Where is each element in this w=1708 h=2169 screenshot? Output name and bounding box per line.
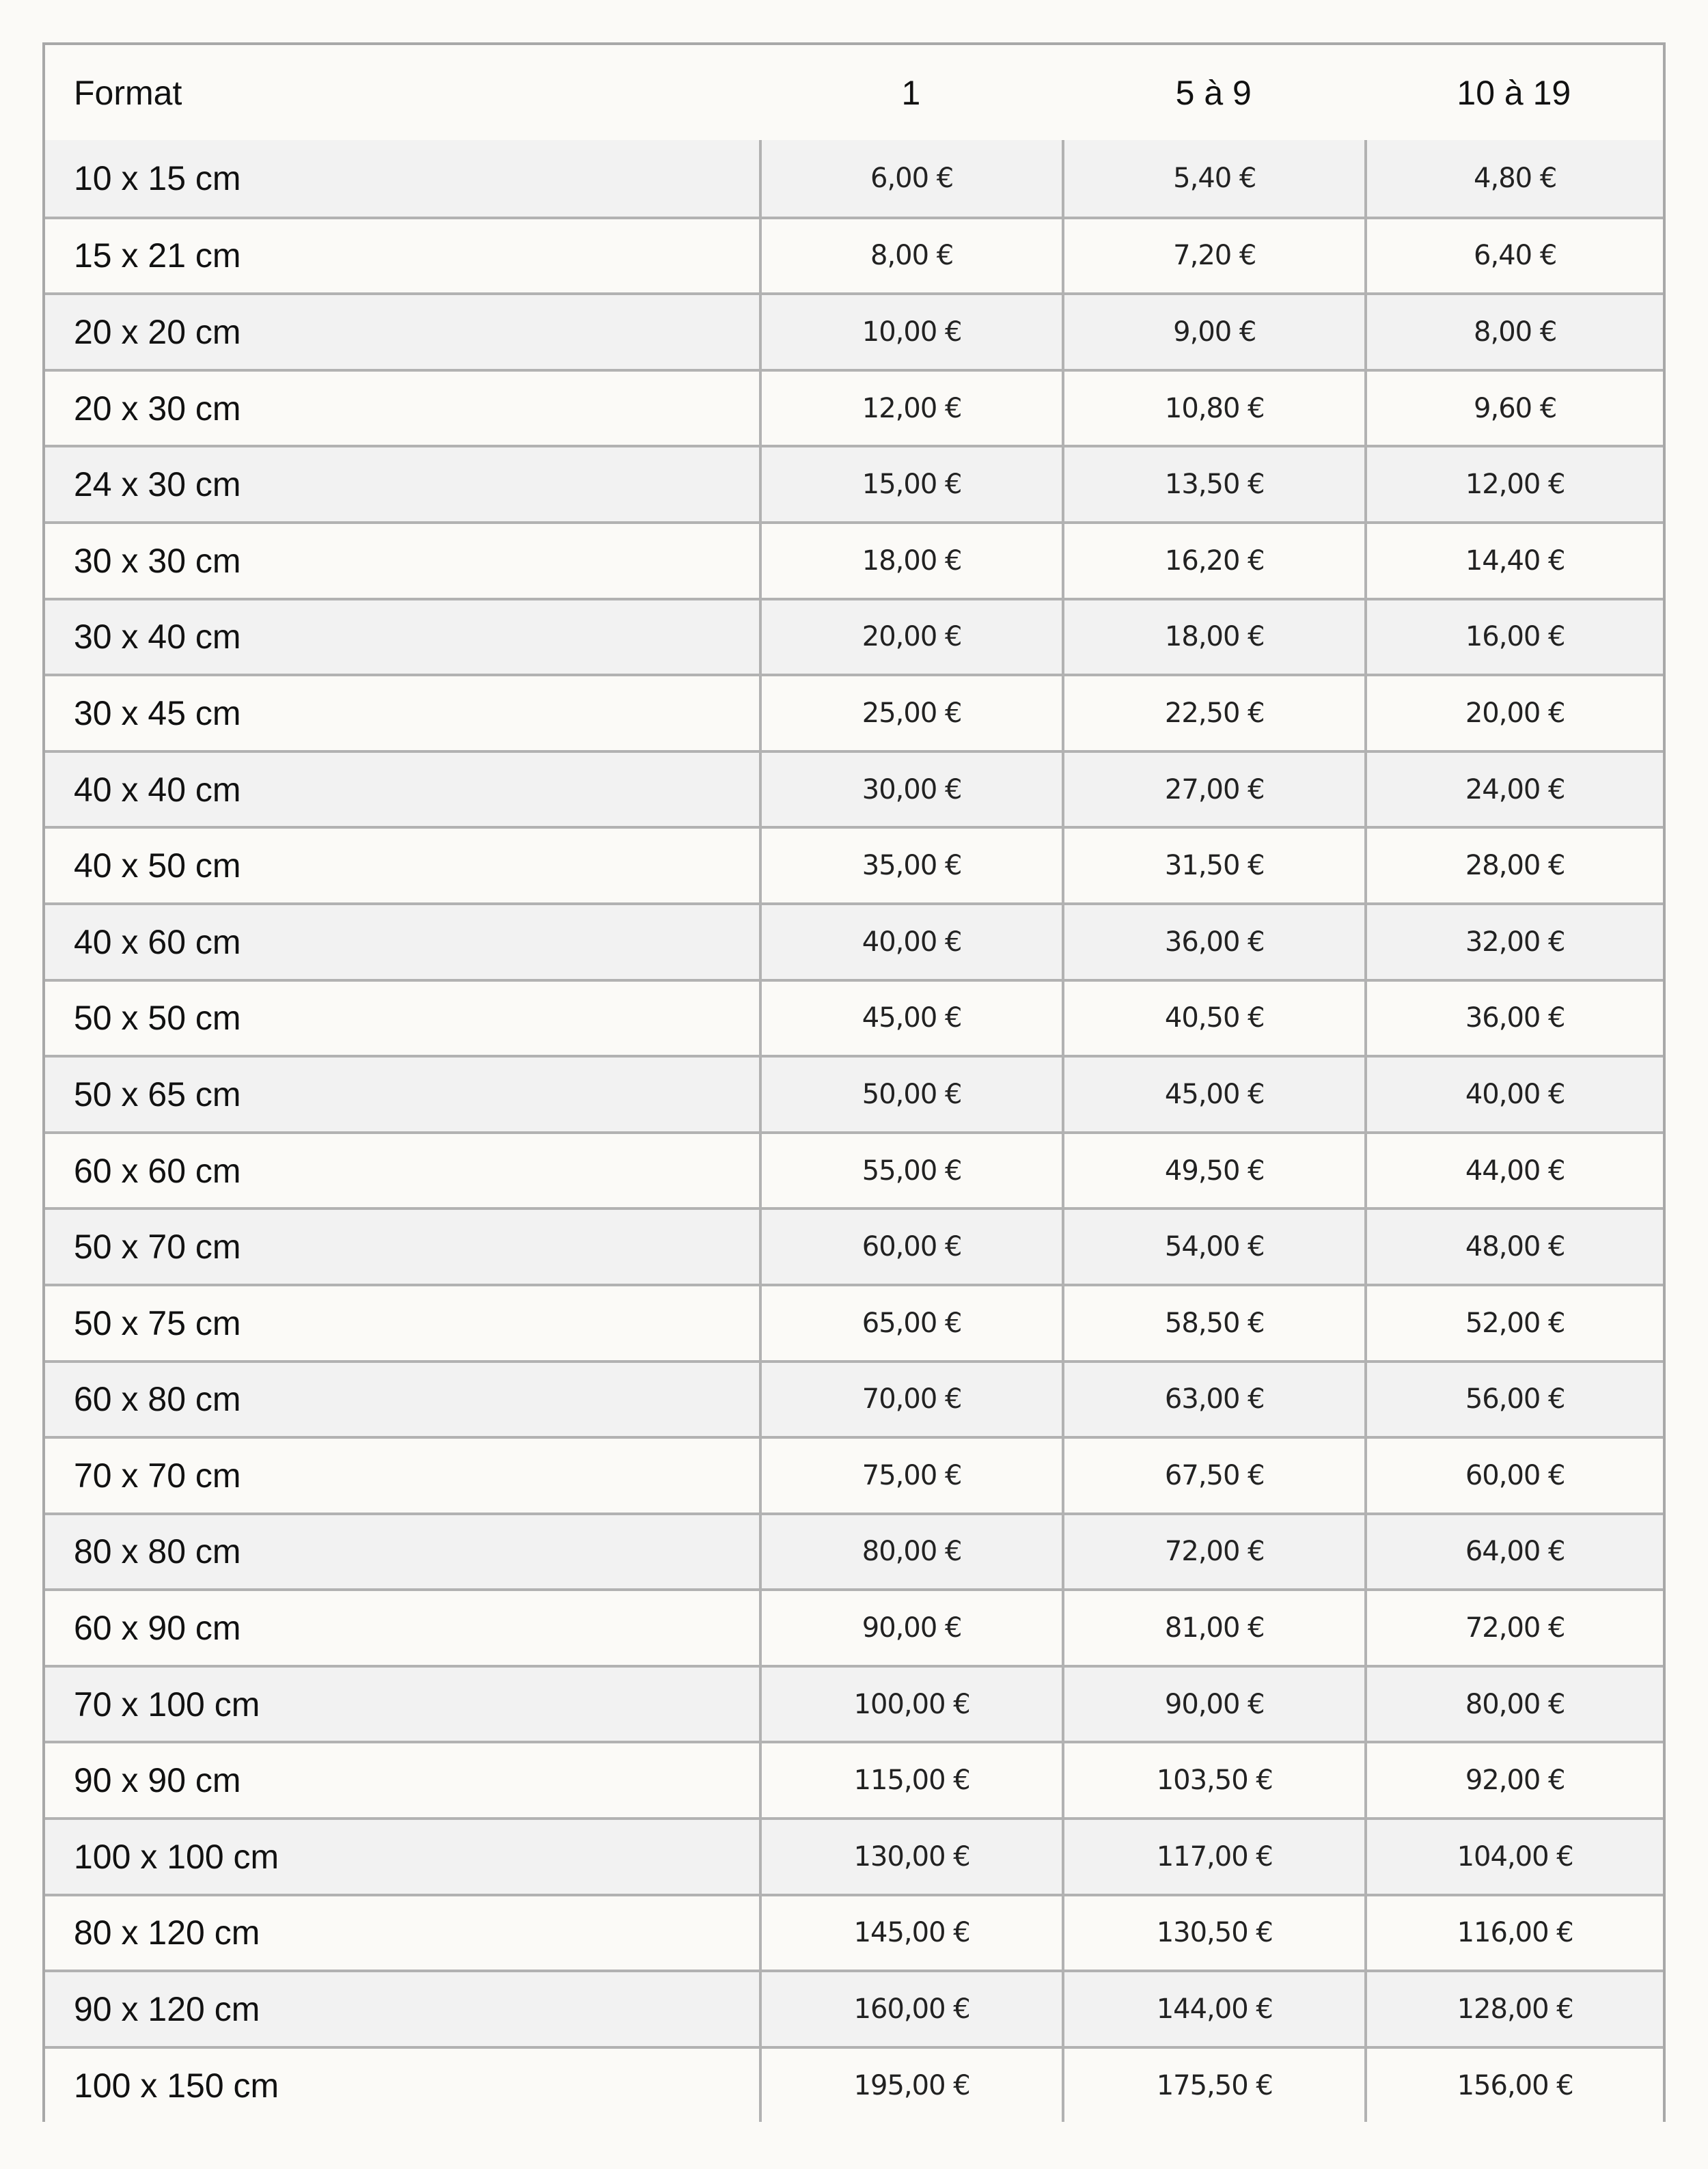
price-value: 90,00 € (862, 1612, 962, 1644)
price-value: 130,50 € (1156, 1917, 1273, 1949)
price-value: 24,00 € (1465, 773, 1565, 805)
format-label: 70 x 100 cm (74, 1685, 260, 1724)
table-row (45, 902, 1663, 979)
price-value: 63,00 € (1164, 1383, 1265, 1415)
price-cell-qty-5-9 (1062, 447, 1364, 521)
price-value: 8,00 € (1474, 316, 1557, 348)
format-label: 50 x 70 cm (74, 1228, 241, 1267)
price-cell-qty-10-19 (1364, 905, 1663, 979)
price-value: 156,00 € (1457, 2069, 1573, 2101)
format-cell (45, 753, 759, 827)
price-value: 72,00 € (1164, 1536, 1265, 1568)
price-value: 48,00 € (1465, 1231, 1565, 1263)
price-cell-qty-5-9 (1062, 1439, 1364, 1512)
price-value: 55,00 € (862, 1155, 962, 1187)
price-cell-qty-1 (759, 219, 1062, 293)
price-cell-qty-1 (759, 447, 1062, 521)
table-row (45, 979, 1663, 1055)
price-value: 58,50 € (1164, 1307, 1265, 1339)
price-value: 60,00 € (1465, 1459, 1565, 1491)
table-row (45, 1894, 1663, 1970)
price-value: 31,50 € (1164, 850, 1265, 882)
price-cell-qty-5-9 (1062, 1210, 1364, 1284)
price-cell-qty-10-19 (1364, 600, 1663, 674)
format-cell (45, 1286, 759, 1360)
price-value: 44,00 € (1465, 1155, 1565, 1187)
price-value: 15,00 € (862, 469, 962, 501)
header-cell-qty-5-9 (1062, 45, 1365, 140)
format-label: 80 x 80 cm (74, 1532, 241, 1571)
price-cell-qty-10-19 (1364, 676, 1663, 750)
price-cell-qty-5-9 (1062, 1972, 1364, 2046)
price-cell-qty-1 (759, 1515, 1062, 1589)
table-header-row (45, 45, 1663, 140)
price-cell-qty-5-9 (1062, 829, 1364, 902)
price-value: 49,50 € (1164, 1155, 1265, 1187)
price-cell-qty-10-19 (1364, 2049, 1663, 2123)
format-cell (45, 982, 759, 1055)
header-label: 10 à 19 (1457, 73, 1571, 112)
format-cell (45, 1439, 759, 1512)
price-cell-qty-10-19 (1364, 982, 1663, 1055)
format-cell (45, 1210, 759, 1284)
price-cell-qty-1 (759, 1286, 1062, 1360)
format-cell (45, 676, 759, 750)
price-value: 27,00 € (1164, 773, 1265, 805)
price-cell-qty-1 (759, 1668, 1062, 1741)
format-label: 100 x 150 cm (74, 2066, 279, 2105)
table-row (45, 2046, 1663, 2123)
format-cell (45, 1363, 759, 1437)
price-value: 35,00 € (862, 850, 962, 882)
price-value: 32,00 € (1465, 926, 1565, 958)
price-value: 65,00 € (862, 1307, 962, 1339)
price-value: 5,40 € (1173, 162, 1256, 194)
price-cell-qty-10-19 (1364, 1972, 1663, 2046)
format-cell (45, 2049, 759, 2123)
price-cell-qty-5-9 (1062, 1363, 1364, 1437)
price-value: 115,00 € (853, 1765, 970, 1797)
format-cell (45, 1591, 759, 1665)
price-cell-qty-1 (759, 524, 1062, 598)
format-cell (45, 524, 759, 598)
price-cell-qty-1 (759, 982, 1062, 1055)
price-value: 130,00 € (853, 1840, 970, 1873)
price-value: 12,00 € (862, 392, 962, 424)
price-cell-qty-10-19 (1364, 140, 1663, 217)
price-value: 40,00 € (862, 926, 962, 958)
header-label: 1 (901, 73, 921, 112)
price-cell-qty-1 (759, 1743, 1062, 1817)
price-value: 128,00 € (1457, 1993, 1573, 2026)
price-value: 160,00 € (853, 1993, 970, 2026)
price-cell-qty-1 (759, 905, 1062, 979)
price-value: 50,00 € (862, 1078, 962, 1110)
format-cell (45, 1743, 759, 1817)
format-label: 80 x 120 cm (74, 1914, 260, 1952)
format-label: 10 x 15 cm (74, 158, 241, 197)
price-cell-qty-10-19 (1364, 295, 1663, 369)
price-cell-qty-1 (759, 1363, 1062, 1437)
price-value: 10,00 € (862, 316, 962, 348)
price-cell-qty-5-9 (1062, 1820, 1364, 1894)
format-label: 40 x 40 cm (74, 770, 241, 809)
table-row (45, 1207, 1663, 1284)
price-cell-qty-1 (759, 372, 1062, 445)
price-value: 30,00 € (862, 773, 962, 805)
price-cell-qty-10-19 (1364, 1363, 1663, 1437)
format-cell (45, 905, 759, 979)
price-cell-qty-1 (759, 1896, 1062, 1970)
format-label: 50 x 65 cm (74, 1075, 241, 1114)
format-label: 30 x 40 cm (74, 618, 241, 657)
header-cell-format (45, 45, 760, 140)
price-value: 14,40 € (1465, 544, 1565, 577)
format-cell (45, 219, 759, 293)
table-row (45, 1436, 1663, 1512)
price-table (42, 42, 1666, 2122)
price-value: 80,00 € (862, 1536, 962, 1568)
price-cell-qty-10-19 (1364, 372, 1663, 445)
price-cell-qty-5-9 (1062, 905, 1364, 979)
price-cell-qty-1 (759, 1134, 1062, 1208)
price-cell-qty-5-9 (1062, 1286, 1364, 1360)
price-value: 9,00 € (1173, 316, 1256, 348)
price-value: 25,00 € (862, 697, 962, 729)
price-value: 16,00 € (1465, 621, 1565, 653)
table-row (45, 292, 1663, 369)
price-cell-qty-1 (759, 676, 1062, 750)
price-cell-qty-5-9 (1062, 1668, 1364, 1741)
price-value: 104,00 € (1457, 1840, 1573, 1873)
header-cell-qty-1 (760, 45, 1062, 140)
price-value: 8,00 € (870, 240, 954, 272)
price-cell-qty-5-9 (1062, 753, 1364, 827)
format-cell (45, 1896, 759, 1970)
format-cell (45, 1515, 759, 1589)
price-value: 40,50 € (1164, 1002, 1265, 1034)
price-cell-qty-1 (759, 829, 1062, 902)
price-value: 20,00 € (1465, 697, 1565, 729)
price-value: 4,80 € (1474, 162, 1557, 194)
table-row (45, 1512, 1663, 1589)
price-cell-qty-5-9 (1062, 1515, 1364, 1589)
price-value: 45,00 € (1164, 1078, 1265, 1110)
price-value: 7,20 € (1173, 240, 1256, 272)
format-label: 15 x 21 cm (74, 236, 241, 275)
price-value: 6,00 € (870, 162, 954, 194)
table-row (45, 1817, 1663, 1894)
price-value: 22,50 € (1164, 697, 1265, 729)
price-value: 144,00 € (1156, 1993, 1273, 2026)
price-cell-qty-10-19 (1364, 1591, 1663, 1665)
price-cell-qty-10-19 (1364, 1286, 1663, 1360)
price-cell-qty-10-19 (1364, 447, 1663, 521)
format-cell (45, 829, 759, 902)
price-value: 36,00 € (1465, 1002, 1565, 1034)
price-cell-qty-1 (759, 600, 1062, 674)
price-cell-qty-1 (759, 140, 1062, 217)
price-cell-qty-5-9 (1062, 372, 1364, 445)
price-value: 64,00 € (1465, 1536, 1565, 1568)
price-value: 18,00 € (1164, 621, 1265, 653)
price-value: 81,00 € (1164, 1612, 1265, 1644)
price-value: 9,60 € (1474, 392, 1557, 424)
format-cell (45, 600, 759, 674)
table-row (45, 140, 1663, 217)
price-cell-qty-5-9 (1062, 982, 1364, 1055)
price-value: 90,00 € (1164, 1688, 1265, 1720)
format-label: 40 x 60 cm (74, 922, 241, 961)
table-row (45, 217, 1663, 293)
price-cell-qty-1 (759, 1210, 1062, 1284)
price-value: 10,80 € (1164, 392, 1265, 424)
price-cell-qty-5-9 (1062, 2049, 1364, 2123)
table-row (45, 674, 1663, 750)
price-value: 56,00 € (1465, 1383, 1565, 1415)
price-cell-qty-5-9 (1062, 1896, 1364, 1970)
table-row (45, 750, 1663, 827)
price-value: 54,00 € (1164, 1231, 1265, 1263)
price-value: 72,00 € (1465, 1612, 1565, 1644)
table-row (45, 1131, 1663, 1208)
price-cell-qty-1 (759, 753, 1062, 827)
price-cell-qty-5-9 (1062, 1058, 1364, 1131)
price-cell-qty-10-19 (1364, 753, 1663, 827)
price-value: 16,20 € (1164, 544, 1265, 577)
price-value: 20,00 € (862, 621, 962, 653)
table-row (45, 826, 1663, 902)
price-cell-qty-10-19 (1364, 1668, 1663, 1741)
format-label: 70 x 70 cm (74, 1456, 241, 1495)
price-value: 6,40 € (1474, 240, 1557, 272)
price-value: 36,00 € (1164, 926, 1265, 958)
format-cell (45, 372, 759, 445)
price-value: 116,00 € (1457, 1917, 1573, 1949)
price-cell-qty-1 (759, 1439, 1062, 1512)
price-cell-qty-1 (759, 1820, 1062, 1894)
price-cell-qty-10-19 (1364, 524, 1663, 598)
format-label: 90 x 90 cm (74, 1761, 241, 1800)
price-value: 195,00 € (853, 2069, 970, 2101)
price-cell-qty-10-19 (1364, 1058, 1663, 1131)
format-cell (45, 1668, 759, 1741)
price-value: 52,00 € (1465, 1307, 1565, 1339)
price-value: 100,00 € (853, 1688, 970, 1720)
price-value: 145,00 € (853, 1917, 970, 1949)
format-label: 50 x 50 cm (74, 999, 241, 1038)
price-cell-qty-10-19 (1364, 1743, 1663, 1817)
price-cell-qty-1 (759, 1591, 1062, 1665)
format-label: 90 x 120 cm (74, 1990, 260, 2029)
price-cell-qty-5-9 (1062, 219, 1364, 293)
format-label: 60 x 60 cm (74, 1151, 241, 1190)
price-cell-qty-5-9 (1062, 295, 1364, 369)
price-cell-qty-5-9 (1062, 1591, 1364, 1665)
price-cell-qty-10-19 (1364, 1515, 1663, 1589)
price-value: 45,00 € (862, 1002, 962, 1034)
format-cell (45, 447, 759, 521)
price-value: 75,00 € (862, 1459, 962, 1491)
price-value: 18,00 € (862, 544, 962, 577)
price-value: 28,00 € (1465, 850, 1565, 882)
price-value: 67,50 € (1164, 1459, 1265, 1491)
price-cell-qty-1 (759, 1972, 1062, 2046)
price-value: 103,50 € (1156, 1765, 1273, 1797)
price-value: 175,50 € (1156, 2069, 1273, 2101)
header-cell-qty-10-19 (1365, 45, 1663, 140)
format-label: 40 x 50 cm (74, 846, 241, 885)
price-cell-qty-10-19 (1364, 1439, 1663, 1512)
price-value: 117,00 € (1156, 1840, 1273, 1873)
format-label: 24 x 30 cm (74, 465, 241, 504)
price-value: 12,00 € (1465, 469, 1565, 501)
table-row (45, 445, 1663, 521)
price-cell-qty-5-9 (1062, 1134, 1364, 1208)
format-label: 20 x 30 cm (74, 389, 241, 428)
format-cell (45, 1058, 759, 1131)
format-cell (45, 1820, 759, 1894)
format-label: 100 x 100 cm (74, 1837, 279, 1876)
price-value: 92,00 € (1465, 1765, 1565, 1797)
price-cell-qty-10-19 (1364, 1134, 1663, 1208)
price-value: 70,00 € (862, 1383, 962, 1415)
table-row (45, 1665, 1663, 1741)
price-cell-qty-5-9 (1062, 1743, 1364, 1817)
format-label: 60 x 90 cm (74, 1609, 241, 1648)
price-cell-qty-10-19 (1364, 829, 1663, 902)
format-cell (45, 140, 759, 217)
price-cell-qty-5-9 (1062, 676, 1364, 750)
table-row (45, 1055, 1663, 1131)
table-row (45, 1360, 1663, 1437)
price-cell-qty-10-19 (1364, 219, 1663, 293)
header-label: Format (74, 73, 182, 112)
price-value: 80,00 € (1465, 1688, 1565, 1720)
format-label: 60 x 80 cm (74, 1380, 241, 1419)
price-cell-qty-5-9 (1062, 600, 1364, 674)
format-label: 20 x 20 cm (74, 312, 241, 351)
format-label: 50 x 75 cm (74, 1303, 241, 1342)
format-cell (45, 295, 759, 369)
price-cell-qty-10-19 (1364, 1210, 1663, 1284)
table-row (45, 369, 1663, 445)
table-row (45, 598, 1663, 674)
table-row (45, 1741, 1663, 1817)
format-cell (45, 1972, 759, 2046)
price-value: 13,50 € (1164, 469, 1265, 501)
table-body (45, 140, 1663, 2122)
price-cell-qty-10-19 (1364, 1896, 1663, 1970)
price-cell-qty-1 (759, 1058, 1062, 1131)
price-cell-qty-1 (759, 2049, 1062, 2123)
price-cell-qty-1 (759, 295, 1062, 369)
table-row (45, 1284, 1663, 1360)
price-value: 40,00 € (1465, 1078, 1565, 1110)
table-row (45, 521, 1663, 598)
table-row (45, 1970, 1663, 2046)
price-cell-qty-10-19 (1364, 1820, 1663, 1894)
price-value: 60,00 € (862, 1231, 962, 1263)
format-cell (45, 1134, 759, 1208)
table-row (45, 1588, 1663, 1665)
price-cell-qty-5-9 (1062, 524, 1364, 598)
price-cell-qty-5-9 (1062, 140, 1364, 217)
format-label: 30 x 45 cm (74, 693, 241, 732)
header-label: 5 à 9 (1175, 73, 1252, 112)
format-label: 30 x 30 cm (74, 541, 241, 580)
